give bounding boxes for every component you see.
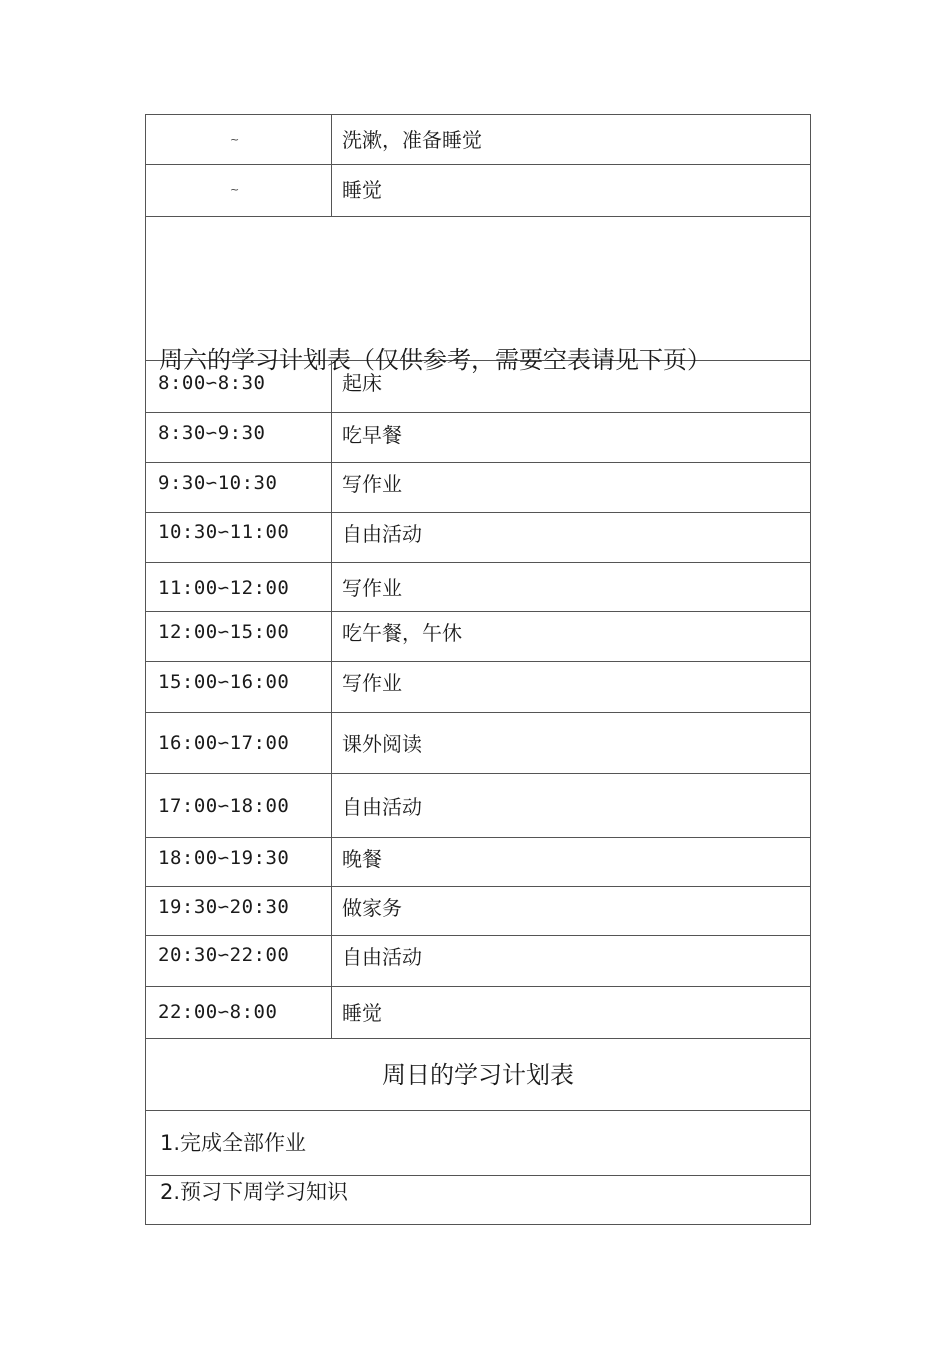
time-text: 15:00∽16:00 [158, 671, 290, 693]
activity-cell [332, 887, 810, 935]
table-row [146, 838, 810, 887]
time-text: 8:30∽9:30 [158, 422, 266, 444]
table-row [146, 713, 810, 774]
time-cell [146, 612, 332, 661]
time-text: 8:00∽8:30 [158, 372, 266, 394]
activity-text: 自由活动 [342, 945, 422, 969]
time-cell [146, 513, 332, 562]
time-cell [146, 463, 332, 512]
time-cell [146, 662, 332, 712]
sunday-title: 周日的学习计划表 [382, 1061, 574, 1089]
sunday-title-row [146, 1039, 810, 1111]
activity-text: 自由活动 [342, 522, 422, 546]
activity-text: 晚餐 [342, 847, 382, 871]
table-row [146, 612, 810, 662]
schedule-table [145, 114, 811, 1225]
saturday-title: 周六的学习计划表（仅供参考，需要空表请见下页） [159, 346, 711, 374]
list-item [146, 1176, 810, 1225]
activity-text: 睡觉 [342, 178, 382, 202]
time-cell [146, 115, 332, 164]
time-cell [146, 774, 332, 837]
time-text: 19:30∽20:30 [158, 896, 290, 918]
time-text: 18:00∽19:30 [158, 847, 290, 869]
activity-text: 吃午餐，午休 [342, 621, 462, 645]
activity-text: 自由活动 [342, 795, 422, 819]
activity-cell [332, 361, 810, 412]
activity-cell [332, 463, 810, 512]
time-text: ~ [230, 133, 240, 146]
sunday-item: 2.预习下周学习知识 [160, 1180, 349, 1204]
activity-cell [332, 563, 810, 611]
table-row [146, 513, 810, 563]
list-item [146, 1111, 810, 1176]
time-text: 11:00∽12:00 [158, 577, 290, 599]
table-row [146, 115, 810, 165]
time-cell [146, 165, 332, 216]
table-row [146, 463, 810, 513]
activity-cell [332, 713, 810, 773]
time-cell [146, 936, 332, 986]
table-row [146, 563, 810, 612]
time-text: 20:30∽22:00 [158, 944, 290, 966]
table-row [146, 361, 810, 413]
activity-text: 写作业 [342, 472, 402, 496]
table-row [146, 887, 810, 936]
table-row [146, 987, 810, 1039]
time-text: 22:00∽8:00 [158, 1001, 278, 1023]
time-cell [146, 361, 332, 412]
table-row [146, 413, 810, 463]
activity-cell [332, 612, 810, 661]
time-text: 17:00∽18:00 [158, 795, 290, 817]
table-row [146, 662, 810, 713]
time-text: ~ [230, 183, 240, 196]
time-text: 16:00∽17:00 [158, 732, 290, 754]
activity-text: 洗漱，准备睡觉 [342, 128, 482, 152]
time-cell [146, 887, 332, 935]
activity-cell [332, 115, 810, 164]
activity-cell [332, 413, 810, 462]
activity-text: 吃早餐 [342, 423, 402, 447]
table-row [146, 774, 810, 838]
activity-text: 起床 [342, 371, 382, 395]
time-cell [146, 838, 332, 886]
time-cell [146, 563, 332, 611]
activity-cell [332, 936, 810, 986]
time-cell [146, 987, 332, 1038]
sunday-item: 1.完成全部作业 [160, 1131, 307, 1155]
activity-text: 写作业 [342, 576, 402, 600]
time-text: 9:30∽10:30 [158, 472, 278, 494]
time-text: 10:30∽11:00 [158, 521, 290, 543]
activity-cell [332, 838, 810, 886]
activity-cell [332, 774, 810, 837]
time-cell [146, 413, 332, 462]
time-text: 12:00∽15:00 [158, 621, 290, 643]
activity-text: 课外阅读 [342, 732, 422, 756]
table-row [146, 936, 810, 987]
saturday-title-row [146, 217, 810, 374]
activity-cell [332, 987, 810, 1038]
activity-text: 写作业 [342, 671, 402, 695]
time-cell [146, 713, 332, 773]
activity-text: 做家务 [342, 896, 402, 920]
activity-cell [332, 513, 810, 562]
activity-cell [332, 662, 810, 712]
table-row [146, 165, 810, 217]
activity-text: 睡觉 [342, 1001, 382, 1025]
activity-cell [332, 165, 810, 216]
